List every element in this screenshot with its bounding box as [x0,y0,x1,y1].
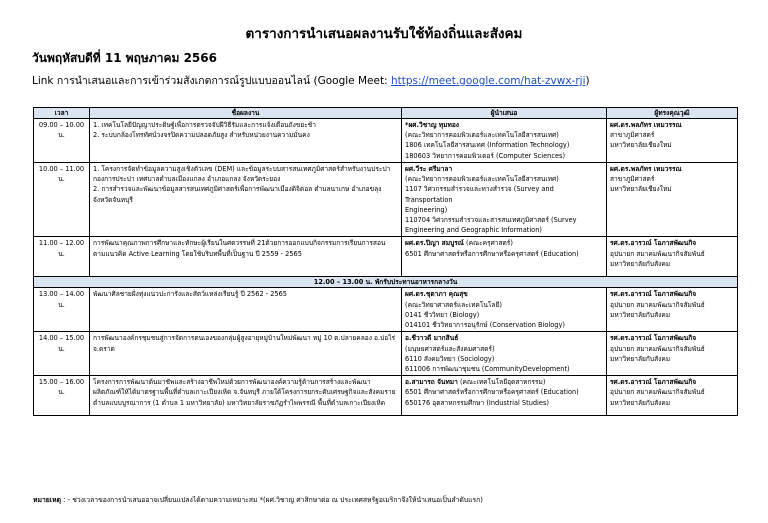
presenter-name-line [405,289,603,299]
reviewer-affiliation-line: มหาวิทยาลัยเชียงใหม่ [610,141,672,150]
topic-line: 2. ระบบกล้องโทรทัศน์วงจรปิดความปลอดภัยสูง สำหรับหน่วยงานความมั่นคง [93,131,310,140]
presenter-detail-line: Engineering) [405,205,448,214]
topic-line: ผลิตภัณฑ์ให้ได้มาตรฐานพื้นที่ตำบลเกาะเปียงเหิด จ.จันทบุรี ภายใต้โครงการยกระดับเศรษฐกิจและสังคมราย [93,388,396,397]
presenter-name: อ.สามารถ จันทมา [405,378,458,387]
presenter-cell [402,332,607,376]
presenter-faculty: (คณะครุศาสตร์) [463,239,513,248]
reviewer-affiliation-line: มหาวิทยาลัยเชียงใหม่ [610,185,672,194]
presenter-detail-line: 650176 อุตสาหกรรมศึกษา (Industrial Studies) [405,398,549,407]
topic-line: การพัฒนาคุณภาพการศึกษาและทักษะผู้เรียนในศตวรรษที่ 21ด้วยการออกแบบกิจกรรมการเรียนการสอน [93,239,386,248]
topic-cell [90,119,402,163]
topic-line: พัฒนาศิลชายฝั่งทุ่งแนวปะการังและสัตว์แหล่งเรียนรู้ ปี 2562 - 2565 [93,290,287,299]
reviewer-cell [607,332,738,376]
table-row [34,332,738,376]
reviewer-affiliation-line: สาขาภูมิศาสตร์ [610,175,655,184]
presenter-detail-line: 110704 วิศวกรรมสำรวจและสารสนเทศภูมิศาสตร์ (Survey [405,215,577,224]
table-row [34,119,738,163]
meeting-link-line [32,72,590,89]
reviewer-affiliation-line: อุปนายก สมาคมพัฒนากิจสัมพันธ์ [610,388,705,397]
topic-cell [90,162,402,237]
table-row [34,237,738,277]
meeting-link-prefix: Link การนำเสนอและการเข้าร่วมสังเกตการณ์รูปแบบออนไลน์ (Google Meet: [32,75,391,87]
reviewer-cell [607,237,738,277]
presenter-name: อ.ชีวาวดี มากสินธ์ [405,334,459,343]
break-row [34,277,738,288]
meeting-link-url[interactable]: https://meet.google.com/hat-zvwx-rji [390,75,586,87]
presenter-name: ผศ.ดร.ปิญา สมบูรณ์ [405,239,464,248]
time-cell: 13.00 – 14.00 น. [34,288,90,332]
presenter-name-line [405,377,603,387]
reviewer-affiliation-line: มหาวิทยาลัยกับสังคม [610,310,671,319]
footnote-label: หมายเหตุ [33,496,61,504]
presenter-detail-line: 6501 ศึกษาศาสตร์หรือการศึกษาหรือครุศาสตร์ (Education) [405,249,579,258]
presenter-detail-line: 0141 ชีววิทยา (Biology) [405,310,480,319]
reviewer-affiliation-line: อุปนายก สมาคมพัฒนากิจสัมพันธ์ [610,249,705,258]
topic-cell [90,376,402,416]
presenter-detail-line: 611006 การพัฒนาชุมชน (CommunityDevelopment) [405,364,570,373]
presenter-detail-line: (คณะวิทยาการคอมพิวเตอร์และเทคโนโลยีสารสนเทศ) [405,131,559,140]
topic-line: กองการประปา เทศบาลตำบลเมืองแกลง อำเภอแกลง จังหวัดระยอง [93,175,281,184]
presenter-detail-line: (คณะวิทยาศาสตร์และเทคโนโลยี) [405,300,502,309]
table-row [34,288,738,332]
presenter-detail-line: 1806 เทคโนโลยีสารสนเทศ (Information Technology) [405,141,570,150]
presenter-detail-line: 014101 ชีววิทยาการอนุรักษ์ (Conservation Biology) [405,321,565,330]
time-cell: 10.00 – 11.00 น. [34,162,90,237]
footnote [33,494,483,505]
presenter-detail-line: 1107 วิศวกรรมสำรวจและทางสำรวจ (Survey and Transportation [405,185,554,204]
reviewer-name: รศ.ดร.อารวณ์ โอภาสพัฒนกิจ [610,239,697,248]
reviewer-affiliation-line: มหาวิทยาลัยกับสังคม [610,354,671,363]
lunch-break-cell: 12.00 – 13.00 น. พักรับประทานอาหารกลางวัน [34,277,738,288]
reviewer-affiliation-line: อุปนายก สมาคมพัฒนากิจสัมพันธ์ [610,300,705,309]
presenter-name: ผศ.วีระ ศรีมาลา [405,164,453,173]
topic-line: 1. เทคโนโลยีปัญญาประดิษฐ์เพื่อการตรวจจับฝีวิธีรัมและการแจ้งเตือนถังขยะช้า [93,121,316,129]
presenter-cell [402,376,607,416]
reviewer-name: ผศ.ดร.พลภัทร เหมวรรณ [610,121,682,129]
presenter-detail-line: Engineering and Geographic Information) [405,226,542,235]
topic-cell [90,288,402,332]
table-row [34,162,738,237]
reviewer-affiliation-line: มหาวิทยาลัยกับสังคม [610,398,671,407]
page-title: ตารางการนำเสนอผลงานรับใช้ท้องถิ่นและสังคม [245,26,523,42]
topic-cell [90,237,402,277]
presenter-faculty: (คณะเทคโนโลยีอุตสาหกรรม) [457,378,546,387]
topic-line: ตามแนวคิด Active Learning โดยใช้บริบทพื้นที่เป็นฐาน ปี 2559 - 2565 [93,249,302,258]
topic-line: ตำบลแบบบูรณาการ (1 ตำบล 1 มหาวิทยาลัย) มหาวิทยาลัยราชภัฏรำไพพรรณี พื้นที่ตำบลเกาะเปียงเหิด [93,398,386,407]
column-header-time: เวลา [34,108,90,119]
reviewer-affiliation-line: อุปนายก สมาคมพัฒนากิจสัมพันธ์ [610,344,705,353]
reviewer-name: รศ.ดร.อารวณ์ โอภาสพัฒนกิจ [610,334,697,343]
table-header-row [34,108,738,119]
topic-cell [90,332,402,376]
presenter-detail-line: 6501 ศึกษาศาสตร์หรือการศึกษาหรือครุศาสตร์ (Education) [405,388,579,397]
presentation-date: วันพฤหัสบดีที่ 11 พฤษภาคม 2566 [32,51,217,65]
reviewer-name: รศ.ดร.อารวณ์ โอภาสพัฒนกิจ [610,378,697,387]
reviewer-affiliation-line: มหาวิทยาลัยกับสังคม [610,259,671,268]
topic-line: 1. โครงการจัดทำข้อมูลความสูงเชิงตัวเลข (DEM) และข้อมูลระบบสารสนเทศภูมิศาสตร์สำหรับงานประปา [93,164,391,173]
presenter-name-line [405,164,603,174]
presenter-cell [402,288,607,332]
presenter-cell [402,119,607,163]
column-header-reviewer: ผู้ทรงคุณวุฒิ [607,108,738,119]
schedule-table [33,107,738,416]
topic-line: จังหวัดจันทบุรี [93,195,133,204]
reviewer-name: ผศ.ดร.พลภัทร เหมวรรณ [610,164,682,173]
presenter-detail-line: (คณะวิทยาการคอมพิวเตอร์และเทคโนโลยีสารสนเทศ) [405,175,559,184]
presenter-cell [402,237,607,277]
presenter-detail-line: 180603 วิทยาการคอมพิวเตอร์ (Computer Sciences) [405,151,566,160]
column-header-presenter: ผู้นำเสนอ [402,108,607,119]
presenter-cell [402,162,607,237]
meeting-link-suffix: ) [585,75,590,87]
reviewer-name: รศ.ดร.อารวณ์ โอภาสพัฒนกิจ [610,290,697,299]
presenter-name: *ผศ.วิชาญ ทุมทอง [405,121,460,129]
table-row [34,376,738,416]
presenter-name: ผศ.ดร.ชุตาภา คุณสุข [405,290,468,299]
schedule-body [34,119,738,416]
reviewer-cell [607,288,738,332]
reviewer-cell [607,162,738,237]
presenter-detail-line: 6110 สังคมวิทยา (Sociology) [405,354,495,363]
footnote-text: : - ช่วงเวลาของการนำเสนออาจเปลี่ยนแปลงได้ตามความเหมาะสม *(ผศ.วิชาญ ศาสิกษาต่อ ณ ประเทศสหรัฐอเมริกาจึงให้นำเสนอเป็นลำดับแรก) [60,496,483,504]
presenter-detail-line: (มนุษยศาสตร์และสังคมศาสตร์) [405,344,495,353]
topic-line: โครงการการพัฒนาต้นมาชัพและสร้างอาชีพใหม่ด้วยการพัฒนาองค์ความรู้ด้านการสร้างและพัฒนา [93,378,371,387]
topic-line: การพัฒนาองค์กรชุมชนสู่การจัดการตนเองของกลุ่มผู้สูงอายุหมู่บ้านใหม่พัฒนา หมู่ 10 ต.ปลายคลอง อ.บ่อไร่ [93,334,396,343]
presenter-name-line [405,333,603,343]
reviewer-cell [607,119,738,163]
reviewer-cell [607,376,738,416]
presenter-name-line [405,120,603,130]
column-header-topic: ชื่อผลงาน [90,108,402,119]
time-cell: 09.00 – 10.00 น. [34,119,90,163]
topic-line: 2. การสำรวจและพัฒนาข้อมูลสารสนเทศภูมิศาสตร์เพื่อการพัฒนาเมืองดิจิตอล ตำบลนาเกษ อำเภอขลุง [93,185,382,194]
time-cell: 11.00 – 12.00 น. [34,237,90,277]
topic-line: จ.ตราด [93,344,115,353]
time-cell: 14.00 – 15.00 น. [34,332,90,376]
time-cell: 15.00 – 16.00 น. [34,376,90,416]
reviewer-affiliation-line: สาขาภูมิศาสตร์ [610,131,655,140]
presenter-name-line [405,238,603,248]
